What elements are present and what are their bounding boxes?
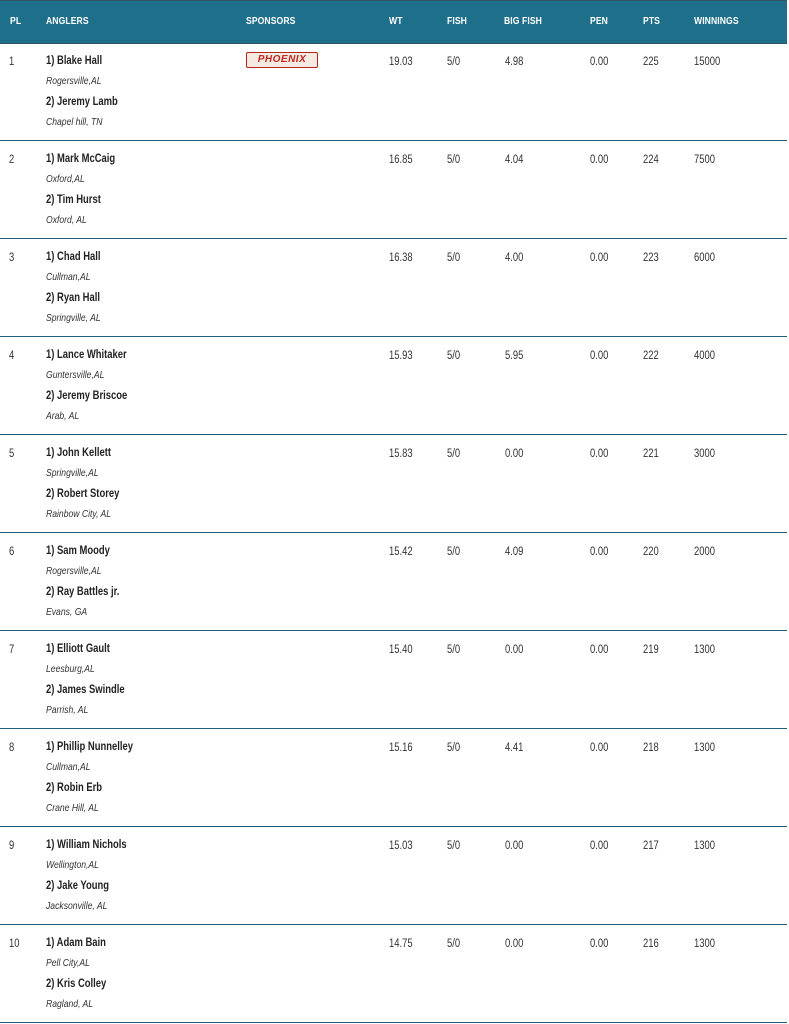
angler-1-name: 1) Adam Bain [46,937,106,949]
penalty-cell: 0.00 [590,546,609,558]
col-header-pl[interactable]: PL [10,15,22,27]
weight-cell: 15.42 [389,546,413,558]
col-header-fish[interactable]: FISH [447,15,467,27]
col-header-pts[interactable]: PTS [643,15,661,27]
penalty-cell: 0.00 [590,56,609,68]
winnings-cell: 6000 [694,252,715,264]
place-cell: 8 [9,742,15,754]
weight-cell: 16.38 [389,252,413,264]
sponsor-logo-phoenix[interactable]: PHOENIX [246,52,318,68]
big-fish-cell: 4.09 [505,546,524,558]
col-header-big-fish[interactable]: BIG FISH [504,15,542,27]
angler-2-city: Chapel hill, TN [46,116,103,128]
fish-cell: 5/0 [447,448,461,460]
angler-1-city: Springville,AL [46,467,99,479]
points-cell: 225 [643,56,659,68]
weight-cell: 15.16 [389,742,413,754]
angler-1-name: 1) William Nichols [46,839,127,851]
place-cell: 10 [9,938,20,950]
weight-cell: 15.93 [389,350,413,362]
angler-2-name: 2) Tim Hurst [46,194,101,206]
angler-2-name: 2) James Swindle [46,684,125,696]
fish-cell: 5/0 [447,154,461,166]
penalty-cell: 0.00 [590,840,609,852]
table-header [0,0,787,44]
winnings-cell: 15000 [694,56,721,68]
angler-1-city: Leesburg,AL [46,663,95,675]
angler-1-city: Oxford,AL [46,173,85,185]
angler-1-name: 1) Mark McCaig [46,153,116,165]
big-fish-cell: 4.98 [505,56,524,68]
penalty-cell: 0.00 [590,448,609,460]
table-row [0,533,787,631]
angler-2-name: 2) Jake Young [46,880,110,892]
col-header-sponsors[interactable]: SPONSORS [246,15,296,27]
place-cell: 2 [9,154,15,166]
angler-1-city: Wellington,AL [46,859,99,871]
points-cell: 219 [643,644,659,656]
angler-2-city: Jacksonville, AL [46,900,108,912]
col-header-winnings[interactable]: WINNINGS [694,15,739,27]
place-cell: 3 [9,252,15,264]
table-row [0,435,787,533]
big-fish-cell: 0.00 [505,840,524,852]
big-fish-cell: 4.41 [505,742,524,754]
points-cell: 217 [643,840,659,852]
weight-cell: 14.75 [389,938,413,950]
angler-2-name: 2) Ryan Hall [46,292,100,304]
fish-cell: 5/0 [447,840,461,852]
angler-1-name: 1) Sam Moody [46,545,110,557]
penalty-cell: 0.00 [590,252,609,264]
place-cell: 9 [9,840,15,852]
table-row [0,827,787,925]
big-fish-cell: 0.00 [505,938,524,950]
penalty-cell: 0.00 [590,938,609,950]
angler-2-name: 2) Ray Battles jr. [46,586,120,598]
angler-1-city: Cullman,AL [46,761,91,773]
angler-2-city: Parrish, AL [46,704,89,716]
table-row [0,141,787,239]
angler-2-city: Ragland, AL [46,998,94,1010]
fish-cell: 5/0 [447,350,461,362]
col-header-pen[interactable]: PEN [590,15,608,27]
winnings-cell: 2000 [694,546,715,558]
angler-1-city: Rogersville,AL [46,75,102,87]
fish-cell: 5/0 [447,56,461,68]
place-cell: 1 [9,56,15,68]
points-cell: 218 [643,742,659,754]
col-header-wt[interactable]: WT [389,15,403,27]
place-cell: 6 [9,546,15,558]
penalty-cell: 0.00 [590,644,609,656]
place-cell: 7 [9,644,15,656]
points-cell: 221 [643,448,659,460]
points-cell: 223 [643,252,659,264]
big-fish-cell: 4.00 [505,252,524,264]
angler-2-name: 2) Robin Erb [46,782,103,794]
angler-1-name: 1) Elliott Gault [46,643,110,655]
fish-cell: 5/0 [447,644,461,656]
angler-2-city: Arab, AL [46,410,80,422]
angler-2-city: Crane Hill, AL [46,802,99,814]
fish-cell: 5/0 [447,546,461,558]
weight-cell: 15.03 [389,840,413,852]
angler-1-name: 1) Lance Whitaker [46,349,127,361]
angler-1-name: 1) Chad Hall [46,251,101,263]
weight-cell: 19.03 [389,56,413,68]
angler-1-name: 1) John Kellett [46,447,111,459]
penalty-cell: 0.00 [590,350,609,362]
weight-cell: 16.85 [389,154,413,166]
table-row [0,729,787,827]
table-row [0,925,787,1023]
angler-2-name: 2) Robert Storey [46,488,120,500]
penalty-cell: 0.00 [590,742,609,754]
angler-2-city: Springville, AL [46,312,101,324]
points-cell: 222 [643,350,659,362]
fish-cell: 5/0 [447,938,461,950]
table-row [0,337,787,435]
winnings-cell: 4000 [694,350,715,362]
col-header-anglers[interactable]: ANGLERS [46,15,89,27]
winnings-cell: 3000 [694,448,715,460]
penalty-cell: 0.00 [590,154,609,166]
winnings-cell: 1300 [694,938,715,950]
points-cell: 220 [643,546,659,558]
angler-2-city: Rainbow City, AL [46,508,112,520]
weight-cell: 15.83 [389,448,413,460]
angler-1-name: 1) Blake Hall [46,55,103,67]
big-fish-cell: 5.95 [505,350,524,362]
big-fish-cell: 0.00 [505,448,524,460]
angler-2-city: Evans, GA [46,606,88,618]
angler-1-city: Cullman,AL [46,271,91,283]
place-cell: 5 [9,448,15,460]
angler-1-name: 1) Phillip Nunnelley [46,741,133,753]
points-cell: 224 [643,154,659,166]
winnings-cell: 7500 [694,154,715,166]
angler-2-name: 2) Kris Colley [46,978,107,990]
angler-1-city: Pell City,AL [46,957,90,969]
points-cell: 216 [643,938,659,950]
place-cell: 4 [9,350,15,362]
table-row [0,43,787,141]
big-fish-cell: 0.00 [505,644,524,656]
fish-cell: 5/0 [447,252,461,264]
big-fish-cell: 4.04 [505,154,524,166]
table-row [0,631,787,729]
angler-2-city: Oxford, AL [46,214,87,226]
angler-2-name: 2) Jeremy Lamb [46,96,118,108]
winnings-cell: 1300 [694,644,715,656]
angler-1-city: Guntersville,AL [46,369,105,381]
winnings-cell: 1300 [694,742,715,754]
table-row [0,239,787,337]
angler-2-name: 2) Jeremy Briscoe [46,390,128,402]
weight-cell: 15.40 [389,644,413,656]
fish-cell: 5/0 [447,742,461,754]
winnings-cell: 1300 [694,840,715,852]
angler-1-city: Rogersville,AL [46,565,102,577]
